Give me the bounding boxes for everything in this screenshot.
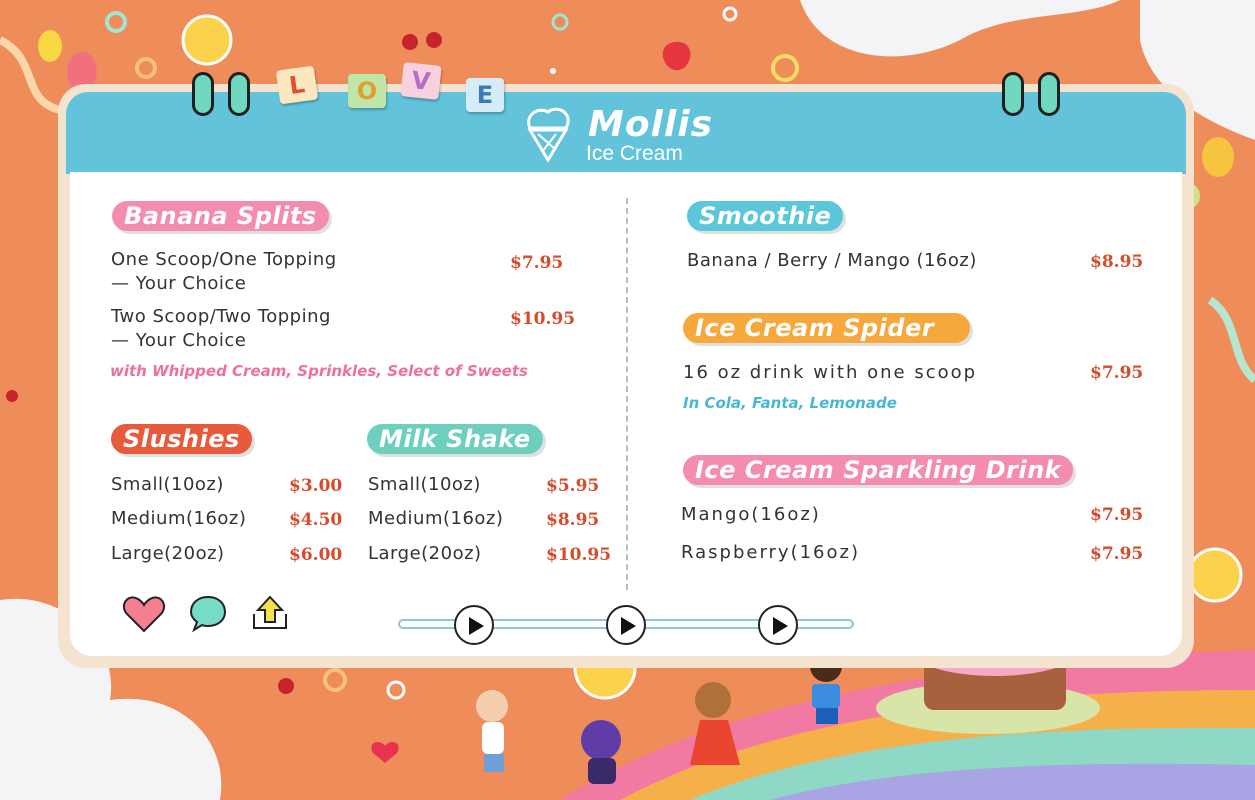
menu-item-price: $10.95 bbox=[510, 309, 576, 329]
menu-item-price: $7.95 bbox=[510, 253, 564, 273]
menu-item-price: $7.95 bbox=[1090, 505, 1144, 525]
binder-tab bbox=[192, 72, 214, 116]
menu-item-name: Medium(16oz) bbox=[368, 508, 504, 529]
menu-item-price: $5.95 bbox=[546, 476, 600, 496]
section-title-ice-cream-spider: Ice Cream Spider bbox=[683, 313, 970, 343]
play-button[interactable] bbox=[454, 605, 494, 645]
play-icon bbox=[467, 616, 485, 636]
menu-item-name: One Scoop/One Topping bbox=[111, 249, 337, 270]
brand-subtitle: Ice Cream bbox=[586, 142, 683, 165]
play-icon bbox=[619, 616, 637, 636]
menu-item-detail: — Your Choice bbox=[111, 273, 247, 294]
section-note: In Cola, Fanta, Lemonade bbox=[683, 394, 897, 412]
section-title-milk-shake: Milk Shake bbox=[367, 424, 543, 454]
menu-item-price: $4.50 bbox=[289, 510, 343, 530]
menu-item-name: Large(20oz) bbox=[111, 543, 225, 564]
menu-item-detail: — Your Choice bbox=[111, 330, 247, 351]
love-letter: O bbox=[348, 74, 386, 108]
menu-item-price: $7.95 bbox=[1090, 544, 1144, 564]
heart-icon[interactable] bbox=[122, 594, 166, 634]
menu-item-price: $8.95 bbox=[1090, 252, 1144, 272]
share-up-icon[interactable] bbox=[250, 594, 290, 632]
menu-item-name: Two Scoop/Two Topping bbox=[111, 306, 331, 327]
menu-item-name: Small(10oz) bbox=[111, 474, 224, 495]
binder-tab bbox=[1038, 72, 1060, 116]
menu-item-name: 16 oz drink with one scoop bbox=[683, 362, 978, 383]
section-title-sparkling-drink: Ice Cream Sparkling Drink bbox=[683, 455, 1073, 485]
menu-item-price: $7.95 bbox=[1090, 363, 1144, 383]
menu-item-name: Raspberry(16oz) bbox=[681, 542, 860, 563]
menu-item-price: $10.95 bbox=[546, 545, 612, 565]
menu-item-name: Mango(16oz) bbox=[681, 504, 821, 525]
menu-item-price: $3.00 bbox=[289, 476, 343, 496]
menu-item-name: Medium(16oz) bbox=[111, 508, 247, 529]
play-button[interactable] bbox=[606, 605, 646, 645]
love-letter: L bbox=[276, 66, 318, 105]
menu-item-price: $8.95 bbox=[546, 510, 600, 530]
column-divider bbox=[626, 198, 628, 590]
love-letter: V bbox=[400, 62, 441, 100]
menu-item-name: Large(20oz) bbox=[368, 543, 482, 564]
speech-bubble-icon[interactable] bbox=[188, 594, 228, 634]
section-title-banana-splits: Banana Splits bbox=[112, 201, 329, 231]
play-icon bbox=[771, 616, 789, 636]
binder-tab bbox=[1002, 72, 1024, 116]
menu-item-name: Small(10oz) bbox=[368, 474, 481, 495]
ice-cream-logo-icon bbox=[522, 104, 574, 162]
love-letter: E bbox=[466, 78, 504, 112]
section-title-smoothie: Smoothie bbox=[687, 201, 843, 231]
section-title-slushies: Slushies bbox=[111, 424, 252, 454]
binder-tab bbox=[228, 72, 250, 116]
menu-item-name: Banana / Berry / Mango (16oz) bbox=[687, 250, 977, 271]
menu-item-price: $6.00 bbox=[289, 545, 343, 565]
play-button[interactable] bbox=[758, 605, 798, 645]
section-note: with Whipped Cream, Sprinkles, Select of Sweets bbox=[110, 362, 528, 380]
brand-name: Mollis bbox=[588, 104, 714, 145]
